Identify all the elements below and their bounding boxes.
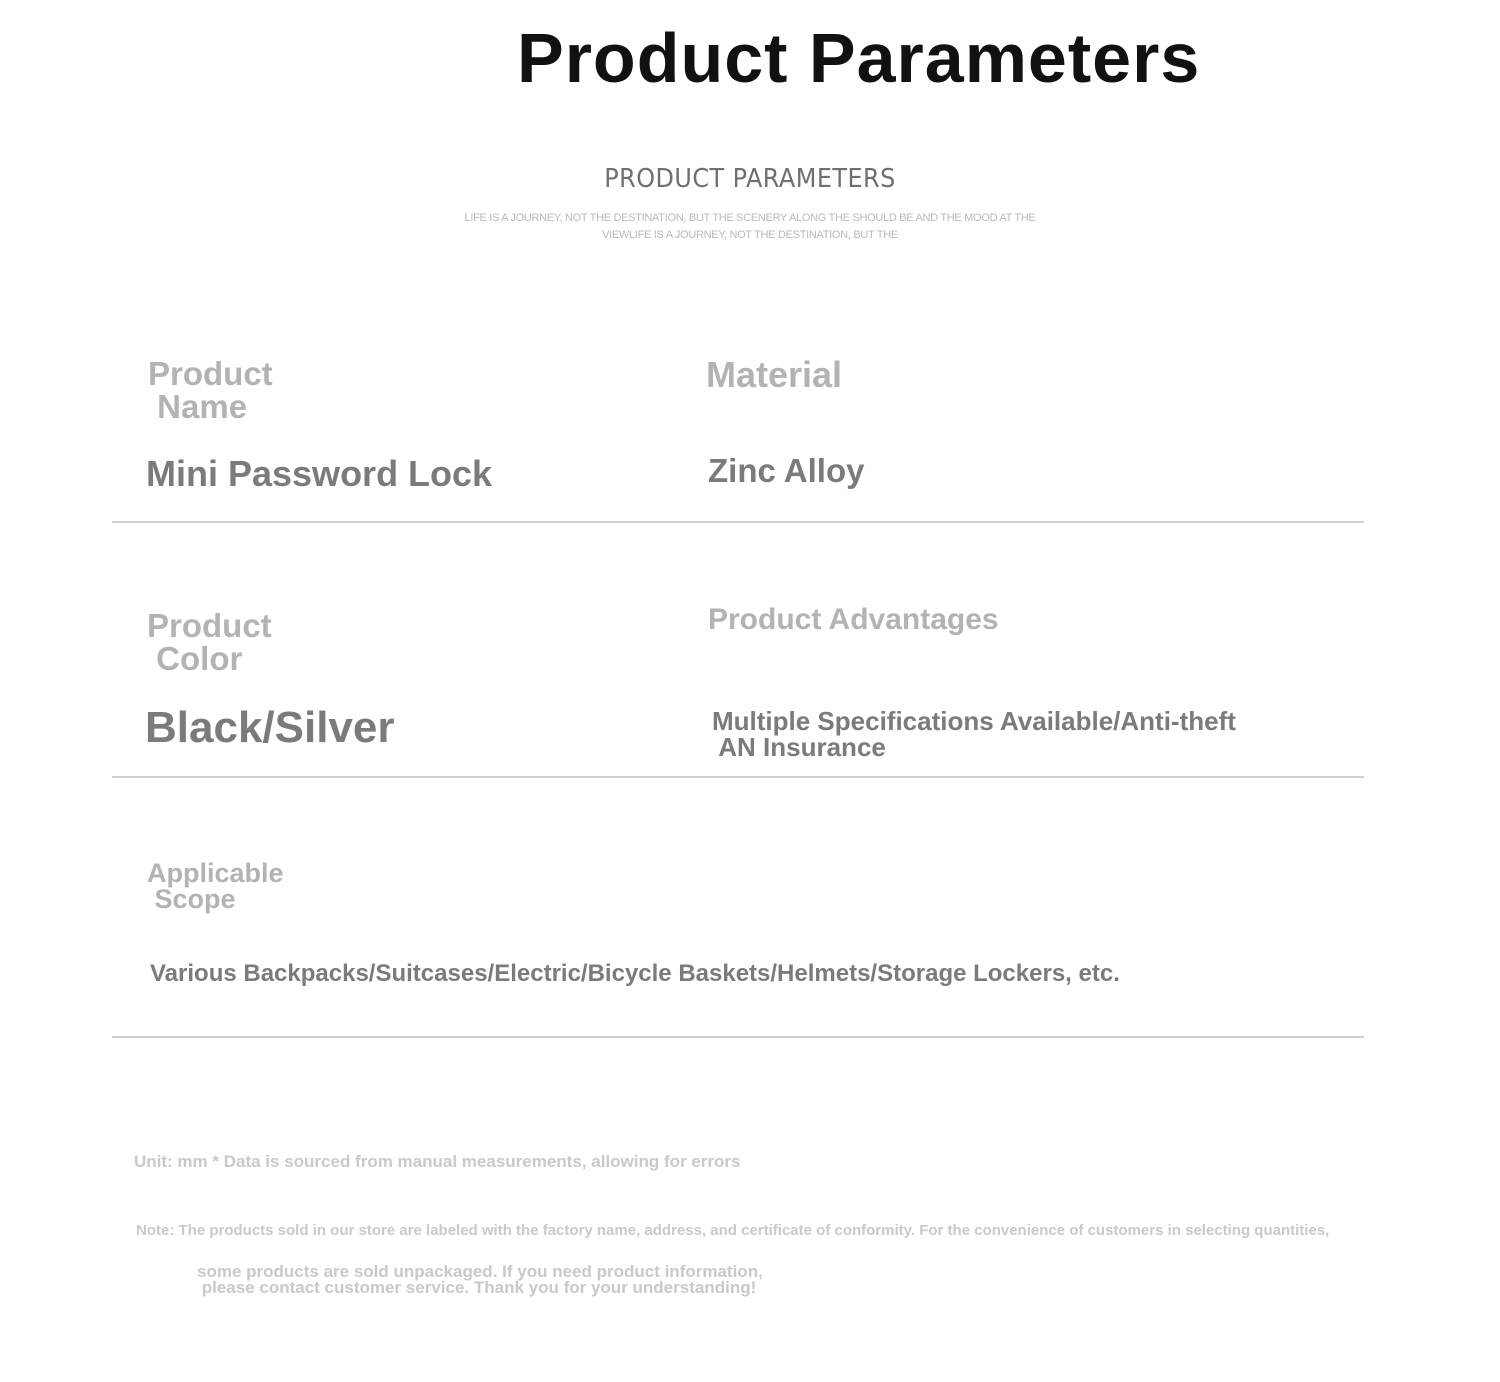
unit-note: Unit: mm * Data is sourced from manual measurements, allowing for errors xyxy=(134,1152,741,1171)
product-color-label: Product Color xyxy=(147,607,272,677)
material-label: Material xyxy=(706,354,843,395)
row-divider xyxy=(112,776,1364,778)
page-title: Product Parameters xyxy=(517,19,1201,97)
product-advantages-label: Product Advantages xyxy=(708,603,999,636)
product-color-value: Black/Silver xyxy=(145,703,395,752)
product-advantages-value: Multiple Specifications Available/Anti-theft AN Insurance xyxy=(712,706,1236,762)
applicable-scope-label: Applicable Scope xyxy=(147,858,284,914)
row-divider xyxy=(112,1036,1364,1038)
product-name-value: Mini Password Lock xyxy=(146,453,493,494)
material-value: Zinc Alloy xyxy=(708,452,865,489)
store-note-continued: some products are sold unpackaged. If you need product information, please contact customer service. Thank you for your understanding! xyxy=(197,1262,763,1297)
section-subtitle: PRODUCT PARAMETERS xyxy=(604,164,896,194)
tagline: LIFE IS A JOURNEY, NOT THE DESTINATION, BUT THE SCENERY ALONG THE SHOULD BE AND THE MOOD AT THE VIEWLIFE IS A JOURNEY, NOT THE DESTINATION, BUT THE xyxy=(464,212,1036,241)
applicable-scope-value: Various Backpacks/Suitcases/Electric/Bicycle Baskets/Helmets/Storage Lockers, etc. xyxy=(150,960,1120,987)
store-note: Note: The products sold in our store are labeled with the factory name, address, and certificate of conformity. For the convenience of customers in selecting quantities, xyxy=(136,1222,1330,1239)
product-name-label: Product Name xyxy=(148,355,273,425)
row-divider xyxy=(112,521,1364,523)
